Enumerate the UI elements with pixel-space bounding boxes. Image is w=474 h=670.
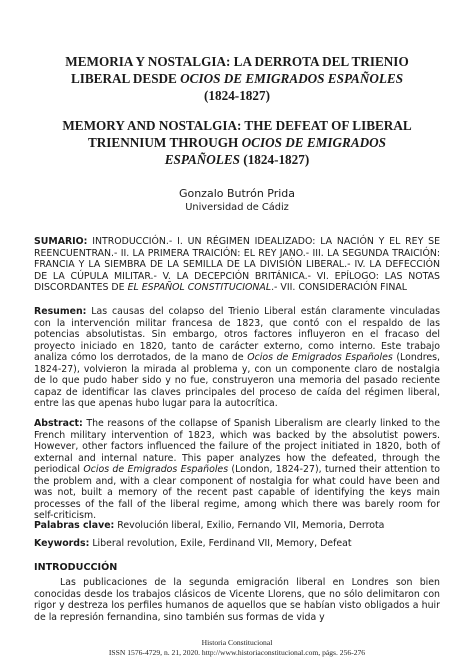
intro-paragraph: Las publicaciones de la segunda emigración liberal en Londres son bien conocidas desde los trabajos clásicos de Vicente Llorens, que no sólo delimitaron con rigor y destreza los perfiles humanos de aquellos que se habían visto obligados a huir de la represión fernandina, sino también sus formas de vida y xyxy=(34,577,440,623)
title-es-line1: MEMORIA Y NOSTALGIA: LA DERROTA DEL TRIENIO xyxy=(65,54,409,69)
sumario-text: INTRODUCCIÓN.- I. UN RÉGIMEN IDEALIZADO: LA NACIÓN Y EL REY SE REENCUENTRAN.- II. LA PRIMERA TRAICIÓN: EL REY JANO.- III. LA SEGUNDA TRAICIÓN: FRANCIA Y LA SIEMBRA DE LA SEMILLA DE LA DIVISIÓN LIBERAL.- IV. LA DEFECCIÓN DE LA CÚPULA MILITAR.- V. LA DECEPCIÓN BRITÁNICA.- VI. EPÍLOGO: LAS NOTAS DISCORDANTES DE xyxy=(34,236,440,293)
footer-journal: Historia Constitucional xyxy=(201,638,273,647)
title-en-line2 xyxy=(40,134,434,151)
resumen-italic: Ocios de Emigrados Españoles xyxy=(247,352,393,363)
sumario-label: SUMARIO: xyxy=(34,236,88,247)
sumario-paragraph xyxy=(34,236,440,294)
palabras-clave-label: Palabras clave: xyxy=(34,520,115,531)
abstract-italic: Ocios de Emigrados Españoles xyxy=(83,464,229,475)
title-en-line3-italic: ESPAÑOLES xyxy=(164,152,240,167)
resumen-paragraph xyxy=(34,306,440,410)
palabras-clave-text: Revolución liberal, Exilio, Fernando VII, Memoria, Derrota xyxy=(114,520,385,531)
footer-citation: ISSN 1576-4729, n. 21, 2020. http://www.historiaconstitucional.com, págs. 256-276 xyxy=(108,648,366,657)
sumario-text-end: .- VII. CONSIDERACIÓN FINAL xyxy=(271,282,407,293)
sumario-italic: EL ESPAÑOL CONSTITUCIONAL xyxy=(127,282,272,293)
keywords-label: Keywords: xyxy=(34,538,90,549)
palabras-clave xyxy=(34,520,440,532)
keywords-text: Liberal revolution, Exile, Ferdinand VII, Memory, Defeat xyxy=(89,538,352,549)
title-es-line2-text: LIBERAL DESDE xyxy=(70,71,181,86)
title-spanish xyxy=(40,53,434,104)
author-affiliation: Universidad de Cádiz xyxy=(185,202,289,213)
title-en-line2-italic: OCIOS DE EMIGRADOS xyxy=(241,135,386,150)
abstract-paragraph xyxy=(34,418,440,522)
title-es-line2-italic: OCIOS DE EMIGRADOS ESPAÑOLES xyxy=(180,71,404,86)
title-en-line3-text: (1824-1827) xyxy=(240,152,310,167)
title-en-line2-text: TRIENNIUM THROUGH xyxy=(87,135,242,150)
title-en-line3 xyxy=(40,151,434,168)
author-name: Gonzalo Butrón Prida xyxy=(178,187,296,200)
title-en-line1: MEMORY AND NOSTALGIA: THE DEFEAT OF LIBERAL xyxy=(62,118,412,133)
resumen-text-a: Las causas del colapso del Trienio Liberal están claramente vinculadas con la intervención militar francesa de 1823, que contó con el respaldo de las potencias absolutistas. Sin embargo, otros factores influyeron en el fracaso del proyecto iniciado en 1820, tanto de carácter externo, como interno. Este trabajo analiza cómo los derrotados, de la mano de xyxy=(34,306,440,363)
resumen-label: Resumen: xyxy=(34,306,87,317)
keywords xyxy=(34,538,440,550)
abstract-text-a: The reasons of the collapse of Spanish Liberalism are clearly linked to the French military intervention of 1823, which was backed by the absolutist powers. However, other factors influenced the failure of the project initiated in 1820, both of external and internal nature. This paper analyzes how the defeated, through the periodical xyxy=(34,418,440,475)
abstract-label: Abstract: xyxy=(34,418,83,429)
abstract-text-b: (London, 1824-27), turned their attention to the problem and, with a clear component of nostalgia for what could have been and was not, built a memory of the recent past capable of identifying the keys main processes of the fall of the liberal regime, among which there was barely room for self-criticism. xyxy=(34,464,440,521)
title-es-line2 xyxy=(40,70,434,87)
section-heading-introduccion: INTRODUCCIÓN xyxy=(34,562,118,573)
title-es-line3: (1824-1827) xyxy=(204,88,270,103)
title-english xyxy=(40,117,434,168)
resumen-text-b: (Londres, 1824-27), volvieron la mirada al problema y, con un componente claro de nostalgia de lo que pudo haber sido y no fue, construyeron una memoria del pasado reciente capaz de identificar las claves principales del proceso de caída del régimen liberal, entre las que apenas hubo lugar para la autocrítica. xyxy=(34,352,440,409)
